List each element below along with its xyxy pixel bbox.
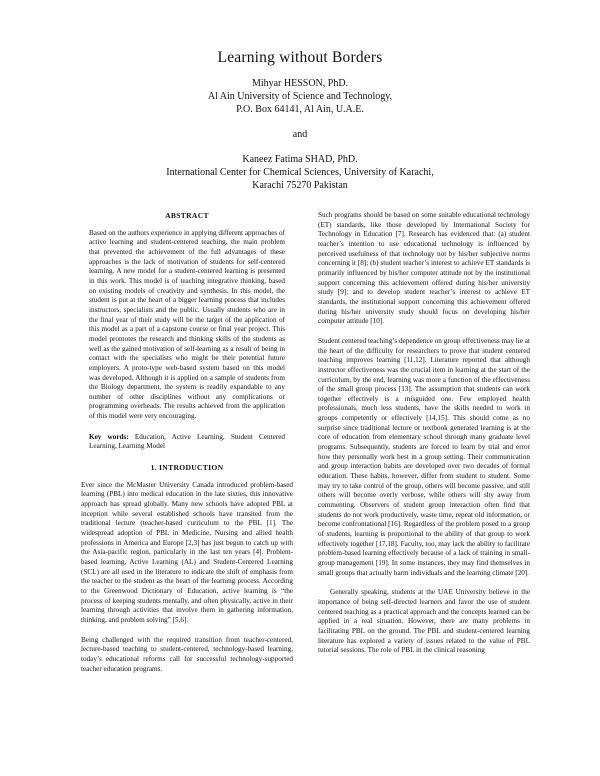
author1-address: P.O. Box 64141, Al Ain, U.A.E. — [236, 104, 364, 115]
keywords-label: Key words: — [89, 432, 129, 441]
and-separator: and — [292, 129, 308, 140]
right-column — [318, 211, 530, 666]
abstract-body: Based on the authors experience in applying different approaches of active learning and student-centered teaching, the main problem that prevented the achievement of the full advantages of these approaches is the lack of motivation of students for self-centered learning. A new model for a student-centered learning is presented in this work. This model is of teaching integrative thinking, based on existing models of creativity and synthesis. In this model, the student is put at the heart of a bigger learning process that includes instructors, specialists and the public. Usually students who are in the final year of their study will be the target of the application of this model as a part of a capstone course or final year project. This model promotes the research and thinking skills of the students as well as the gained motivation of self-learning as a result of being in contact with the specialists who might be their potential future employers. A proto-type web-based system based on this model was developed. Although it is applied on a sample of students from the Biology department, the system is readily expandable to any number of other disciplines without any complications or programming overheads. The results achieved from the application of this model were very encouraging. — [89, 228, 285, 421]
right-paragraph: Such programs should be based on some suitable educational technology (ET) standards, like those developed by International Society for Technology in Education [7]. Research has evidenced that: (a) student teacher’s intention to use educational technology is influenced by perceived usefulness of that technology not by his/her subjective norms concerning it [8]; (b) student teacher’s interest to achieve ET standards is primarily influenced by his/her computer attitude not by the institutional support concerning this achievement offered during his/her university study [9]; and to develop student teacher’s interest to achieve ET standards, the institutional support concerning this achievement offered during his/her university study should focus on developing his/her computer attitude [10]. — [318, 211, 530, 326]
intro-paragraph: Ever since the McMaster University Canada introduced problem-based learning (PBL) into medical education in the late sixties, this innovative approach has spread globally. Many new schools have adopted PBL at inception while several established schools have transited from the traditional lecture (teacher-based curriculum to the PBL [1]. The widespread adoption of PBL in Medicine, Nursing and allied health professions in America and Europe [2,3] has just begun to catch up with the Asia-pacific region, particularly in the last ten years [4]. Problem-based learning, Active Learning (AL) and Student-Centered Learning (SCL) are all used in the literature to indicate the shift of emphasis from the teacher to the student as the heart of the learning process. According to the Greenwood Dictionary of Education, active learning is “the process of keeping students mentally, and often physically, active in their learning through activities that involve them in gathering information, thinking, and problem solving” [5,6]. — [81, 480, 293, 624]
author2-address: Karachi 75270 Pakistan — [252, 180, 348, 191]
right-paragraph: Student centered teaching’s dependence on group effectiveness may lie at the heart of the difficulty for researchers to prove that student centered teaching improves learning [11,12]. Literature reported that although instructor effectiveness was the crucial item in learning at the start of the curriculum, by the end, learning was more a function of the effectiveness of the small group process [13]. The assumption that students can work together effectively is a misguided one. Few employed health professionals, much less students, have the skills needed to work in groups competently or effectively [14,15]. This should come as no surprise since traditional lecture or textbook generated learning is at the core of education from elementary school through many graduate level programs. Subsequently, students are forced to learn by trial and error how they personally work best in a group setting. Their communication and group interaction habits are developed over two decades of formal education. These habits, however, differ from student to student. Some may try to take control of the group, others will become passive, and still others will become overly verbose, while others will shy away from commenting. Observers of student group interaction often find that students do not work productively, waste time, repeat old information, or become confrontational [16]. Regardless of the problem posed to a group of students, learning is proportional to the ability of that group to work effectively together [17,18]. Faculty, too, may lack the ability to facilitate problem-based learning effectively because of a lack of training in small-group management [19]. In some instances, they may find themselves in small groups that actually harm individuals and the learning climate [20]. — [318, 336, 530, 577]
left-column — [81, 211, 293, 674]
intro-paragraph: Being challenged with the required transition from teacher-centered, lecture-based teaching to student-centered, technology-based learning, today’s educational reforms call for successful technology-supported teacher education programs. — [81, 635, 293, 673]
author2-affiliation: International Center for Chemical Sciences, University of Karachi, — [166, 167, 434, 178]
right-paragraph: Generally speaking, students at the UAE University believe in the importance of being self-directed learners and favor the use of student centered teaching as a practical approach and the concepts learned can be applied in a real situation. However, there are many problems in facilitating PBL on the ground. The PBL and student-centered learning literature has explored a variety of issues related to the value of PBL tutorial sessions. The role of PBL in the clinical reasoning — [318, 588, 530, 655]
paper-title: Learning without Borders — [217, 49, 383, 66]
author1-name: Mihyar HESSON, PhD. — [251, 78, 349, 89]
keywords — [89, 433, 285, 452]
introduction-heading: 1. INTRODUCTION — [150, 463, 224, 473]
keywords-text: Education, Active Learning, Student Centered Learning, Learning Model — [89, 432, 286, 451]
author2-name: Kaneez Fatima SHAD, PhD. — [242, 154, 358, 165]
author1-affiliation: Al Ain University of Science and Technology, — [207, 91, 393, 102]
abstract-heading: ABSTRACT — [165, 211, 209, 220]
